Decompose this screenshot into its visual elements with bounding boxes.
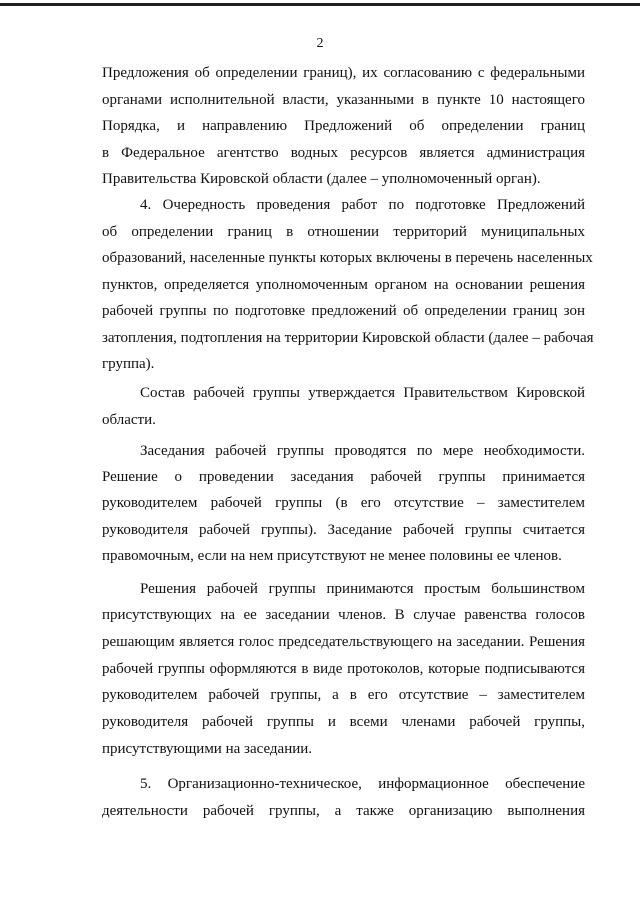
text-line: присутствующими на заседании. [102,741,313,757]
page-number: 2 [316,36,324,51]
text-line: Правительства Кировской области (далее – уполномоченный орган). [102,171,541,187]
text-line: области. [102,412,156,428]
text-line: Предложения об определении границ), их согласованию с федеральными [102,65,585,81]
paragraph-start-line: Решения рабочей группы принимаются простым большинством [140,581,585,597]
text-line: рабочей группы по подготовке предложений об определении границ зон [102,303,585,319]
text-line: об определении границ в отношении территорий муниципальных [102,224,585,240]
paragraph-start-line: Заседания рабочей группы проводятся по мере необходимости. [140,443,585,459]
paragraph-start-line: 4. Очередность проведения работ по подготовке Предложений [140,197,585,213]
text-line: руководителя рабочей группы и всеми членами рабочей группы, [102,714,585,730]
text-line: правомочным, если на нем присутствуют не менее половины ее членов. [102,548,562,564]
text-line: образований, населенные пункты которых включены в перечень населенных [102,250,593,266]
text-line: Порядка, и направлению Предложений об определении границ [102,118,585,134]
top-border-line [0,3,640,6]
text-line: руководителя рабочей группы). Заседание рабочей группы считается [102,522,585,538]
text-line: органами исполнительной власти, указанными в пункте 10 настоящего [102,92,585,108]
text-line: затопления, подтопления на территории Кировской области (далее – рабочая [102,330,594,346]
text-line: в Федеральное агентство водных ресурсов является администрация [102,145,585,161]
paragraph-start-line: Состав рабочей группы утверждается Правительством Кировской [140,385,585,401]
text-line: руководителем рабочей группы (в его отсутствие – заместителем [102,495,585,511]
paragraph-start-line: 5. Организационно-техническое, информационное обеспечение [140,776,585,792]
text-line: группа). [102,356,155,372]
text-line: пунктов, определяется уполномоченным органом на основании решения [102,277,585,293]
text-line: руководителем рабочей группы, а в его отсутствие – заместителем [102,687,585,703]
text-line: рабочей группы оформляются в виде протоколов, которые подписываются [102,661,585,677]
text-line: присутствующих на ее заседании членов. В случае равенства голосов [102,607,585,623]
text-line: деятельности рабочей группы, а также организацию выполнения [102,803,585,819]
text-line: Решение о проведении заседания рабочей группы принимается [102,469,585,485]
text-line: решающим является голос председательствующего на заседании. Решения [102,634,585,650]
